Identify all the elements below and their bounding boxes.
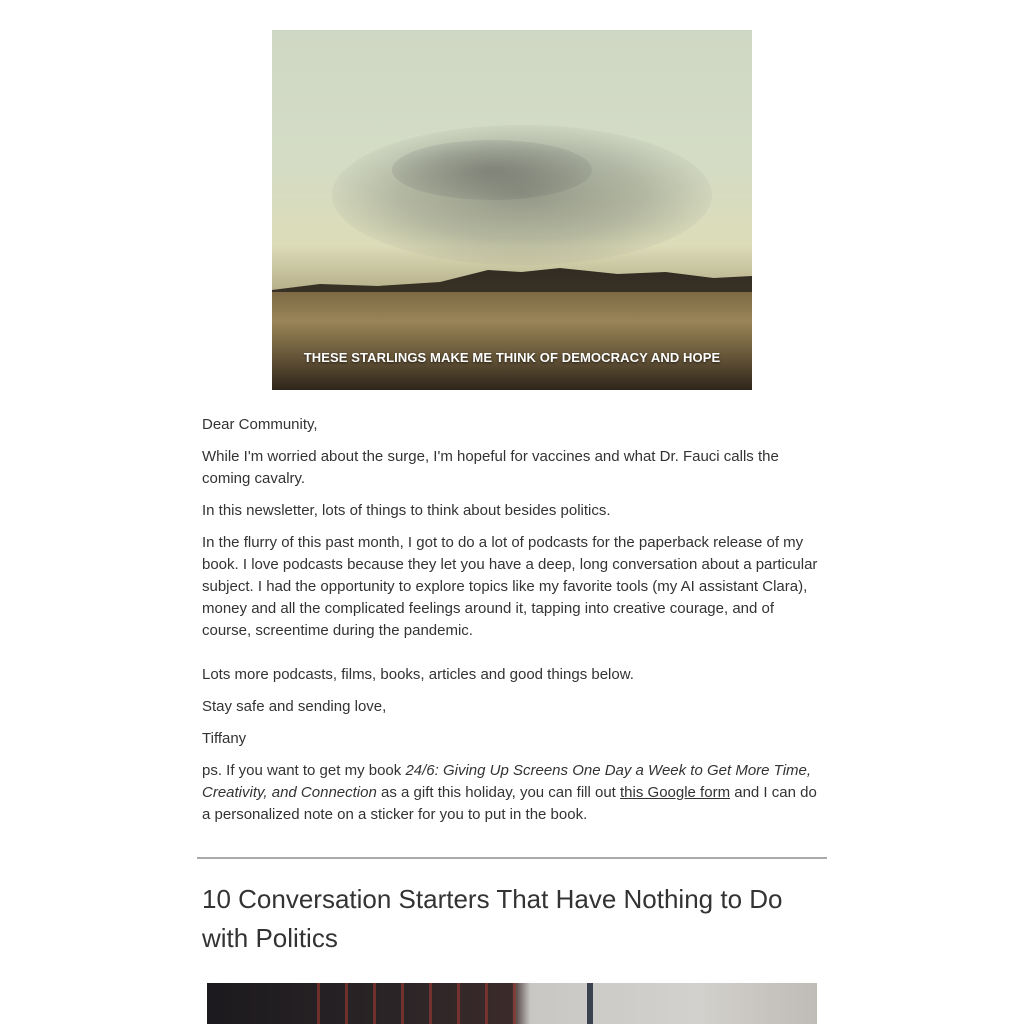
starling-murmuration-core bbox=[392, 140, 592, 200]
book-title: 24/6: Giving Up Screens One Day a Week to Get More Time, Creativity, and Connection bbox=[202, 762, 812, 801]
greeting: Dear Community, bbox=[202, 416, 318, 433]
postscript-prefix: ps. If you want to get my book bbox=[202, 762, 406, 779]
postscript bbox=[202, 760, 824, 826]
google-form-link[interactable]: this Google form bbox=[620, 784, 731, 801]
section-divider bbox=[197, 857, 827, 859]
red-railing bbox=[317, 983, 517, 1024]
postscript-suffix: and I can do a personalized note on a sticker for you to put in the book. bbox=[202, 784, 817, 823]
paragraph-more-below: Lots more podcasts, films, books, articles and good things below. bbox=[202, 666, 634, 683]
hero-caption: THESE STARLINGS MAKE ME THINK OF DEMOCRACY AND HOPE bbox=[303, 350, 721, 365]
metal-pole bbox=[587, 983, 593, 1024]
postscript-middle: as a gift this holiday, you can fill out bbox=[376, 784, 621, 801]
paragraph-intro: In this newsletter, lots of things to think about besides politics. bbox=[202, 502, 611, 519]
paragraph-podcasts: In the flurry of this past month, I got to do a lot of podcasts for the paperback release of my book. I love podcasts because they let you have a deep, long conversation about a particular subject. I had the opportunity to explore topics like my favorite tools (my AI assistant Clara), money and all the complicated feelings around it, tapping into creative courage, and of course, screentime during the pandemic. bbox=[202, 534, 818, 639]
signature: Tiffany bbox=[202, 730, 247, 747]
paragraph-surge: While I'm worried about the surge, I'm hopeful for vaccines and what Dr. Fauci calls the coming cavalry. bbox=[202, 448, 779, 487]
newsletter-letter bbox=[202, 414, 824, 836]
starlings-hero-image bbox=[272, 30, 752, 390]
sign-off: Stay safe and sending love, bbox=[202, 698, 387, 715]
section-title: 10 Conversation Starters That Have Nothing to Do with Politics bbox=[202, 884, 783, 953]
section-image bbox=[207, 983, 817, 1024]
grass-field bbox=[272, 292, 752, 390]
